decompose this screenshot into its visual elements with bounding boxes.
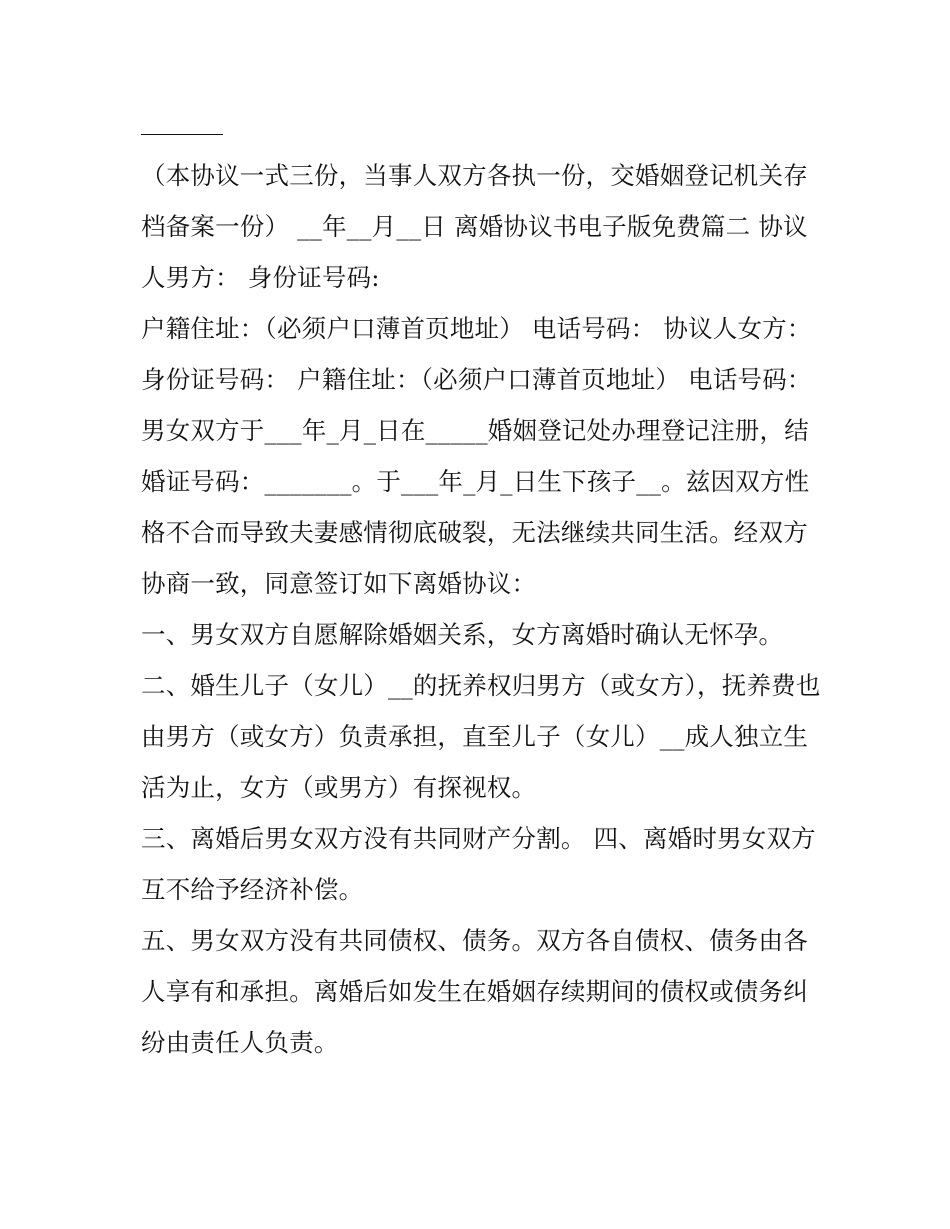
- paragraph-addresses: 户籍住址：（必须户口薄首页地址） 电话号码： 协议人女方： 身份证号码： 户籍住址：（必须户口薄首页地址） 电话号码：: [141, 314, 812, 394]
- paragraph-copies-and-parties: （本协议一式三份，当事人双方各执一份，交婚姻登记机关存档备案一份） __年__月__日 离婚协议书电子版免费篇二 协议人男方： 身份证号码:: [141, 161, 808, 292]
- clause-2-custody: 二、婚生儿子（女儿）__的抚养权归男方（或女方），抚养费也由男方（或女方）负责承担，直至儿子（女儿）__成人独立生活为止，女方（或男方）有探视权。: [141, 671, 821, 802]
- signature-line: [141, 134, 223, 135]
- clause-3-4-property: 三、离婚后男女双方没有共同财产分割。 四、离婚时男女双方互不给予经济补偿。: [141, 824, 816, 904]
- document-body: [141, 150, 821, 1068]
- clause-1-dissolution: 一、男女双方自愿解除婚姻关系，女方离婚时确认无怀孕。: [141, 620, 784, 649]
- clause-5-debts: 五、男女双方没有共同债权、债务。双方各自债权、债务由各人享有和承担。离婚后如发生在婚姻存续期间的债权或债务纠纷由责任人负责。: [141, 926, 808, 1057]
- paragraph-marriage-background: 男女双方于___年_月_日在_____婚姻登记处办理登记注册，结婚证号码：_______。于___年_月_日生下孩子__。兹因双方性格不合而导致夫妻感情彻底破裂，无法继续共同生活。经双方协商一致，同意签订如下离婚协议：: [141, 416, 810, 598]
